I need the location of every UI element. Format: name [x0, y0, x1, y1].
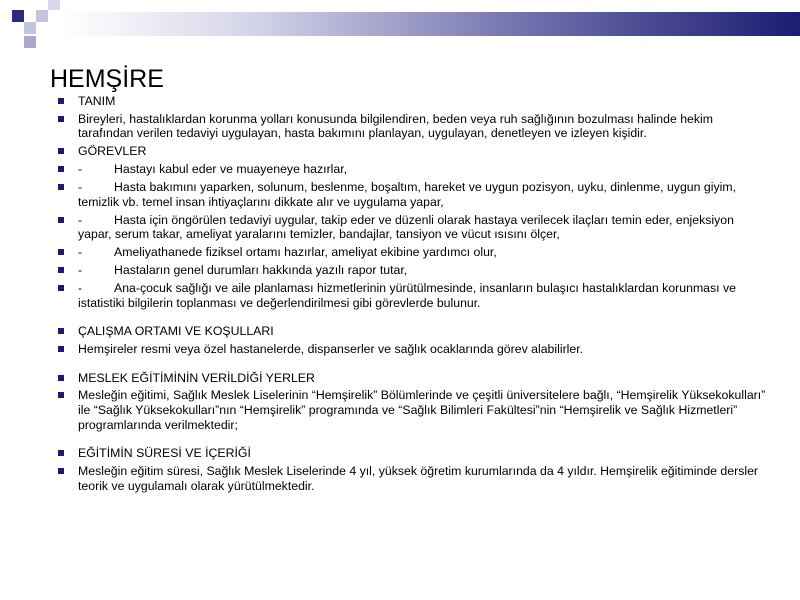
- header-decoration: [0, 0, 800, 60]
- deco-square-2: [36, 10, 48, 22]
- dash-marker: -: [78, 162, 83, 177]
- list-item: [58, 342, 770, 357]
- deco-square-5: [48, 0, 60, 10]
- list-item-text: Hastayı kabul eder ve muayeneye hazırlar,: [114, 162, 348, 177]
- list-item: [58, 371, 770, 386]
- list-item: [58, 144, 770, 159]
- dash-marker: -: [78, 212, 83, 227]
- list-item-text: Mesleğin eğitimi, Sağlık Meslek Liselerinin “Hemşirelik” Bölümlerinde ve çeşitli üniversitelere bağlı, “Hemşirelik Yüksekokulları” ile “Sağlık Yüksekokulları”nın “Hemşirelik” programında ve “Sağlık Bilimleri Fakültesi”nin “Hemşirelik ve Sağlık Hizmetleri” programlarında verilmektedir;: [78, 388, 766, 432]
- bullet-icon: [58, 328, 64, 334]
- list-item: [58, 263, 770, 278]
- list-item-text: ÇALIŞMA ORTAMI VE KOŞULLARI: [78, 324, 274, 339]
- list-item: [58, 180, 770, 209]
- list-item-text: TANIM: [78, 94, 116, 108]
- list-item: [58, 94, 770, 109]
- deco-square-3: [24, 22, 36, 34]
- list-item: [58, 213, 770, 242]
- bullet-icon: [58, 249, 64, 255]
- dash-marker: -: [78, 263, 83, 278]
- list-item: [58, 464, 770, 493]
- list-item: [58, 281, 770, 310]
- bullet-icon: [58, 267, 64, 273]
- bullet-icon: [58, 468, 64, 474]
- dash-marker: -: [78, 180, 83, 195]
- list-item-text: Hemşireler resmi veya özel hastanelerde, dispanserler ve sağlık ocaklarında görev alabilirler.: [78, 341, 584, 356]
- bullet-icon: [58, 116, 64, 122]
- list-item: [58, 324, 770, 339]
- list-item-text: GÖREVLER: [78, 144, 147, 159]
- list-item-text: Ameliyathanede fiziksel ortamı hazırlar, ameliyat ekibine yardımcı olur,: [114, 245, 497, 260]
- list-item: [58, 162, 770, 177]
- list-item-text: Mesleğin eğitim süresi, Sağlık Meslek Liselerinde 4 yıl, yüksek öğretim kurumlarında da 4 yıldır. Hemşirelik eğitiminde dersler teorik ve uygulamalı olarak yürütülmektedir.: [78, 464, 759, 493]
- bullet-icon: [58, 98, 64, 104]
- list-item-text: Hasta için öngörülen tedaviyi uygular, takip eder ve düzenli olarak hastaya verilecek ilaçları temin eder, enjeksiyon yapar, serum takar, ameliyat yaralarını temizler, bandajlar, tansiyon ve vücut ısısını ölçer,: [78, 212, 734, 242]
- bullet-icon: [58, 392, 64, 398]
- dash-marker: -: [78, 280, 83, 295]
- list-item-text: Ana-çocuk sağlığı ve aile planlaması hizmetlerinin yürütülmesinde, insanların bulaşıcı hastalıklardan korunması ve istatistiki bilgilerin toplanması ve değerlendirilmesi gibi görevlerde bulunur.: [78, 280, 736, 310]
- list-item: [58, 446, 770, 461]
- list-item-text: MESLEK EĞİTİMİNİN VERİLDİĞİ YERLER: [78, 370, 315, 385]
- bullet-icon: [58, 375, 64, 381]
- bullet-list: [58, 94, 770, 497]
- list-item: [58, 245, 770, 260]
- slide-title: HEMŞİRE: [50, 65, 164, 93]
- list-item: [58, 112, 770, 141]
- bullet-icon: [58, 166, 64, 172]
- bullet-icon: [58, 217, 64, 223]
- deco-square-1: [12, 10, 24, 22]
- dash-marker: -: [78, 245, 83, 260]
- list-item-text: Hastaların genel durumları hakkında yazılı rapor tutar,: [114, 263, 408, 278]
- bullet-icon: [58, 148, 64, 154]
- gradient-bar: [62, 12, 800, 36]
- list-item-text: Bireyleri, hastalıklardan korunma yolları konusunda bilgilendiren, beden veya ruh sağlığının bozulması halinde hekim tarafından verilen tedaviyi uygulayan, hasta bakımını planlayan, uygulayan, denetleyen ve izleyen kişidir.: [78, 111, 714, 141]
- deco-square-4: [24, 36, 36, 48]
- bullet-icon: [58, 285, 64, 291]
- bullet-icon: [58, 450, 64, 456]
- bullet-icon: [58, 184, 64, 190]
- list-item: [58, 388, 770, 432]
- list-item-text: EĞİTİMİN SÜRESİ VE İÇERİĞİ: [78, 446, 251, 461]
- list-item-text: Hasta bakımını yaparken, solunum, beslenme, boşaltım, hareket ve uygun pozisyon, uyku, dinlenme, uygun giyim, temizlik vb. temel insan ihtiyaçlarını dikkate alır ve uygulama yapar,: [78, 180, 737, 209]
- bullet-icon: [58, 346, 64, 352]
